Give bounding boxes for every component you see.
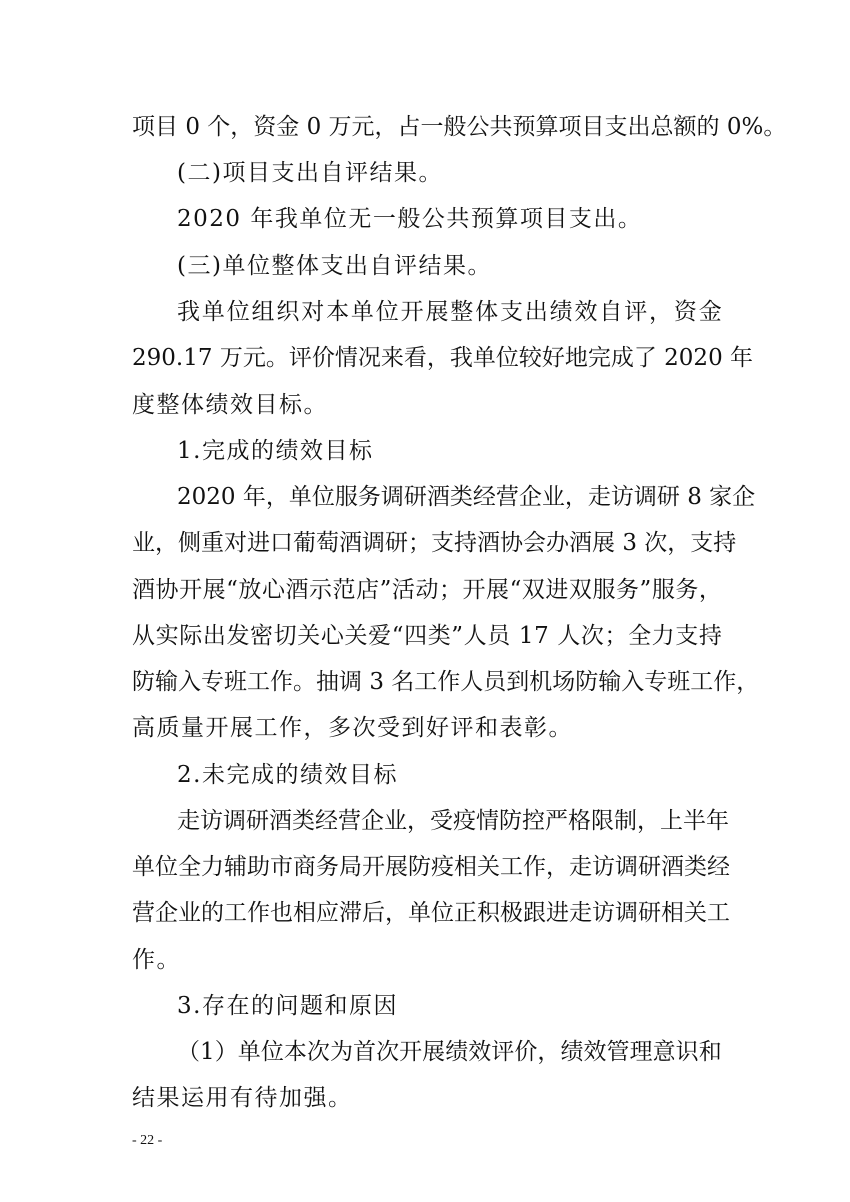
subsection-heading: 2.未完成的绩效目标 (177, 762, 398, 788)
text-line: 2 0 2 0 年 ， 单 位 服 务 调 研 酒 类 经 营 企 业 ， 走 访 调 研 8 家 企 (177, 484, 756, 510)
page-number: - 22 - (132, 1133, 163, 1148)
text-line: 营 企 业 的 工 作 也 相 应 滞 后 ， 单 位 正 积 极 跟 进 走 访 调 研 相 关 工 (132, 900, 730, 926)
text-line: 我 单 位 组 织 对 本 单 位 开 展 整 体 支 出 绩 效 自 评 ， 资 金 (177, 299, 722, 325)
text-line: 高质量开展工作，多次受到好评和表彰。 (132, 715, 573, 741)
text-line: 项 目 0 个 ， 资 金 0 万 元 ， 占 一 般 公 共 预 算 项 目 支 出 总 额 的 0 % 。 (132, 114, 787, 140)
subsection-heading: 1.完成的绩效目标 (177, 438, 374, 464)
subsection-heading: 3.存在的问题和原因 (177, 993, 398, 1019)
text-line: 2 9 0 . 1 7 万 元 。 评 价 情 况 来 看 ， 我 单 位 较 好 地 完 成 了 2 0 2 0 年 (132, 345, 754, 371)
text-line: 结果运用有待加强。 (132, 1085, 353, 1111)
text-line: 度整体绩效目标。 (132, 392, 328, 418)
text-line: 业 ， 侧 重 对 进 口 葡 萄 酒 调 研 ； 支 持 酒 协 会 办 酒 展 3 次 ， 支 持 (132, 530, 737, 556)
text-line: 从 实 际 出 发 密 切 关 心 关 爱 “ 四 类 ” 人 员 1 7 人 次 ； 全 力 支 持 (132, 623, 722, 649)
text-line: （ 1 ） 单 位 本 次 为 首 次 开 展 绩 效 评 价 ， 绩 效 管 理 意 识 和 (177, 1039, 722, 1065)
text-line: 走 访 调 研 酒 类 经 营 企 业 ， 受 疫 情 防 控 严 格 限 制 ， 上 半 年 (177, 808, 729, 834)
text-line: 作。 (132, 947, 181, 973)
text-line: 防 输 入 专 班 工 作 。 抽 调 3 名 工 作 人 员 到 机 场 防 输 入 专 班 工 作 ， (132, 669, 760, 695)
section-heading: (三)单位整体支出自评结果。 (177, 253, 492, 279)
text-line: 酒 协 开 展 “ 放 心 酒 示 范 店 ” 活 动 ； 开 展 “ 双 进 双 服 务 ” 服 务 ， (132, 577, 722, 603)
text-line: 单 位 全 力 辅 助 市 商 务 局 开 展 防 疫 相 关 工 作 ， 走 访 调 研 酒 类 经 (132, 854, 730, 880)
text-line: 2020 年我单位无一般公共预算项目支出。 (177, 206, 643, 232)
section-heading: (二)项目支出自评结果。 (177, 160, 443, 186)
